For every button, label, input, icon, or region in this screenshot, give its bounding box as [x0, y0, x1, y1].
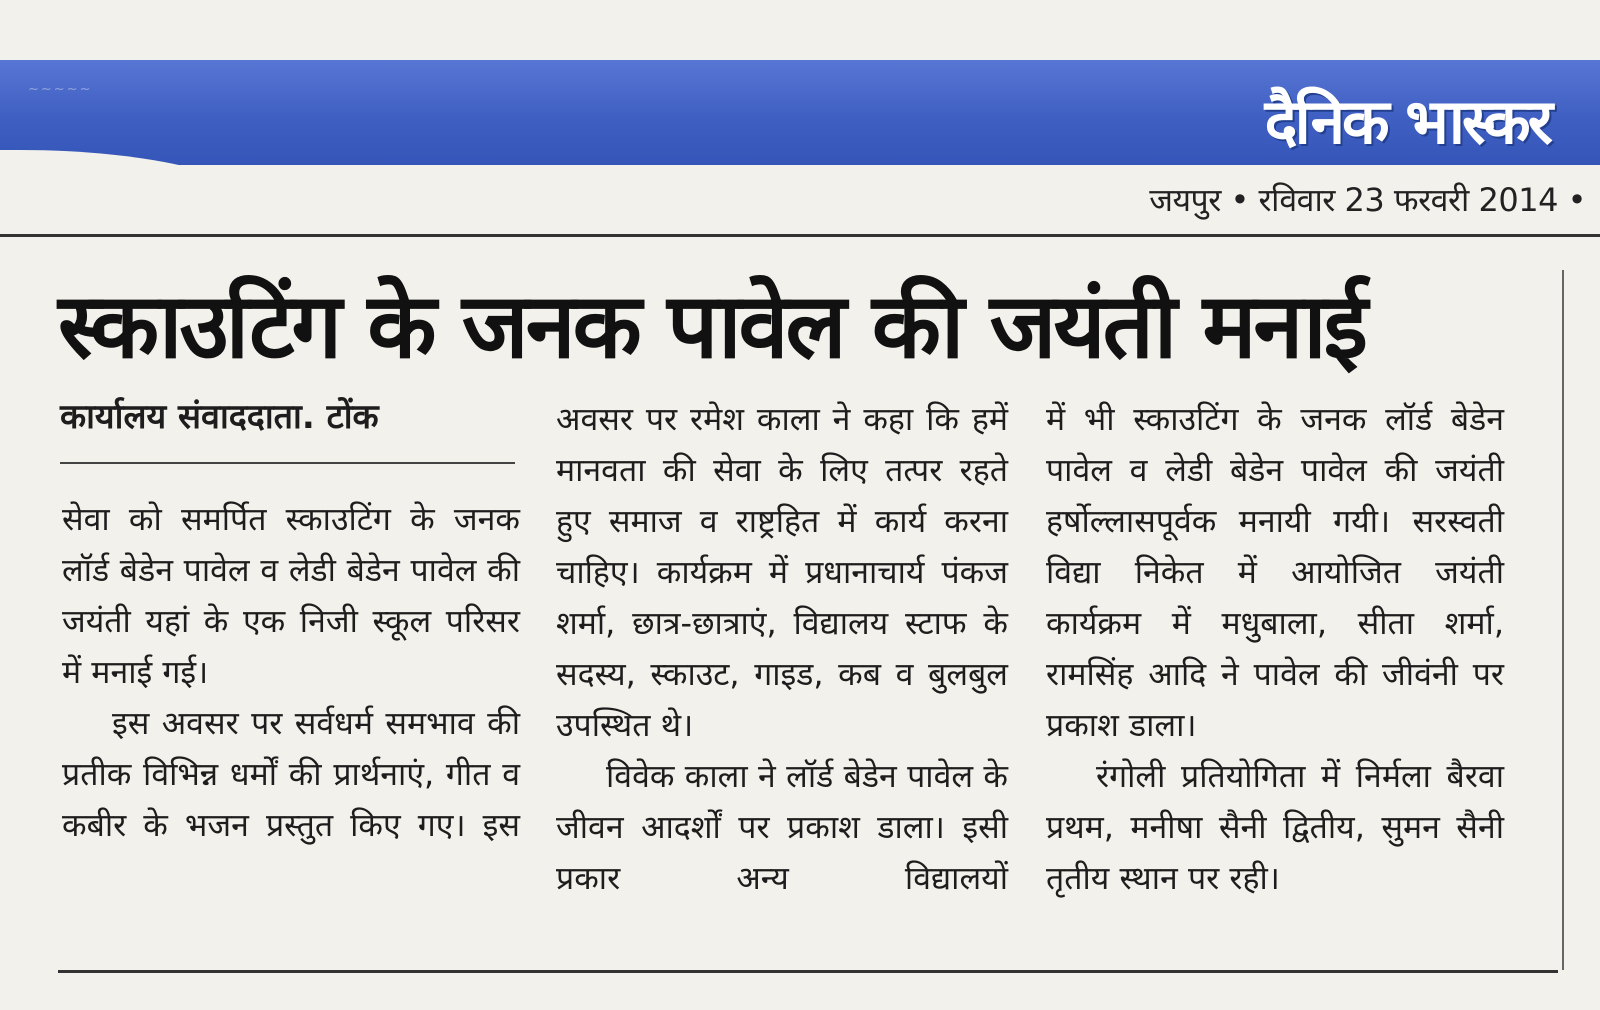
- article-headline: स्काउटिंग के जनक पावेल की जयंती मनाई: [58, 274, 1365, 379]
- column-1-paragraph-1: सेवा को समर्पित स्काउटिंग के जनक लॉर्ड बेडेन पावेल व लेडी बेडेन पावेल की जयंती यहां के एक निजी स्कूल परिसर में मनाई गई।: [62, 500, 520, 691]
- bottom-divider: [58, 970, 1558, 973]
- banner-watermark-mark: ~~~~~: [28, 82, 93, 97]
- top-divider: [0, 234, 1600, 237]
- article-column-3: [1046, 394, 1504, 904]
- article-byline: कार्यालय संवाददाता. टोंक: [60, 397, 379, 437]
- article-column-2: [556, 394, 1008, 904]
- byline-divider: [60, 462, 515, 464]
- column-1-paragraph-2: इस अवसर पर सर्वधर्म समभाव की प्रतीक विभिन्न धर्मों की प्रार्थनाएं, गीत व कबीर के भजन प्रस्तुत किए गए। इस: [62, 704, 520, 844]
- column-3-paragraph-2: रंगोली प्रतियोगिता में निर्मला बैरवा प्रथम, मनीषा सैनी द्वितीय, सुमन सैनी तृतीय स्थान पर रही।: [1046, 757, 1504, 897]
- article-column-1: [62, 494, 520, 851]
- column-3-paragraph-1: में भी स्काउटिंग के जनक लॉर्ड बेडेन पावेल व लेडी बेडेन पावेल की जयंती हर्षोल्लासपूर्वक मनायी गयी। सरस्वती विद्या निकेत में आयोजित जयंती कार्यक्रम में मधुबाला, सीता शर्मा, रामसिंह आदि ने पावेल की जीवंनी पर प्रकाश डाला।: [1046, 400, 1504, 744]
- column-2-paragraph-1: अवसर पर रमेश काला ने कहा कि हमें मानवता की सेवा के लिए तत्पर रहते हुए समाज व राष्ट्रहित में कार्य करना चाहिए। कार्यक्रम में प्रधानाचार्य पंकज शर्मा, छात्र-छात्राएं, विद्यालय स्टाफ के सदस्य, स्काउट, गाइड, कब व बुलबुल उपस्थित थे।: [556, 400, 1008, 744]
- dateline: जयपुर • रविवार 23 फरवरी 2014 •: [1149, 181, 1586, 219]
- side-divider: [1562, 270, 1564, 970]
- column-2-paragraph-2: विवेक काला ने लॉर्ड बेडेन पावेल के जीवन आदर्शों पर प्रकाश डाला। इसी प्रकार अन्य विद्यालयों: [556, 757, 1008, 897]
- newspaper-logo: दैनिक भास्कर: [1264, 85, 1550, 158]
